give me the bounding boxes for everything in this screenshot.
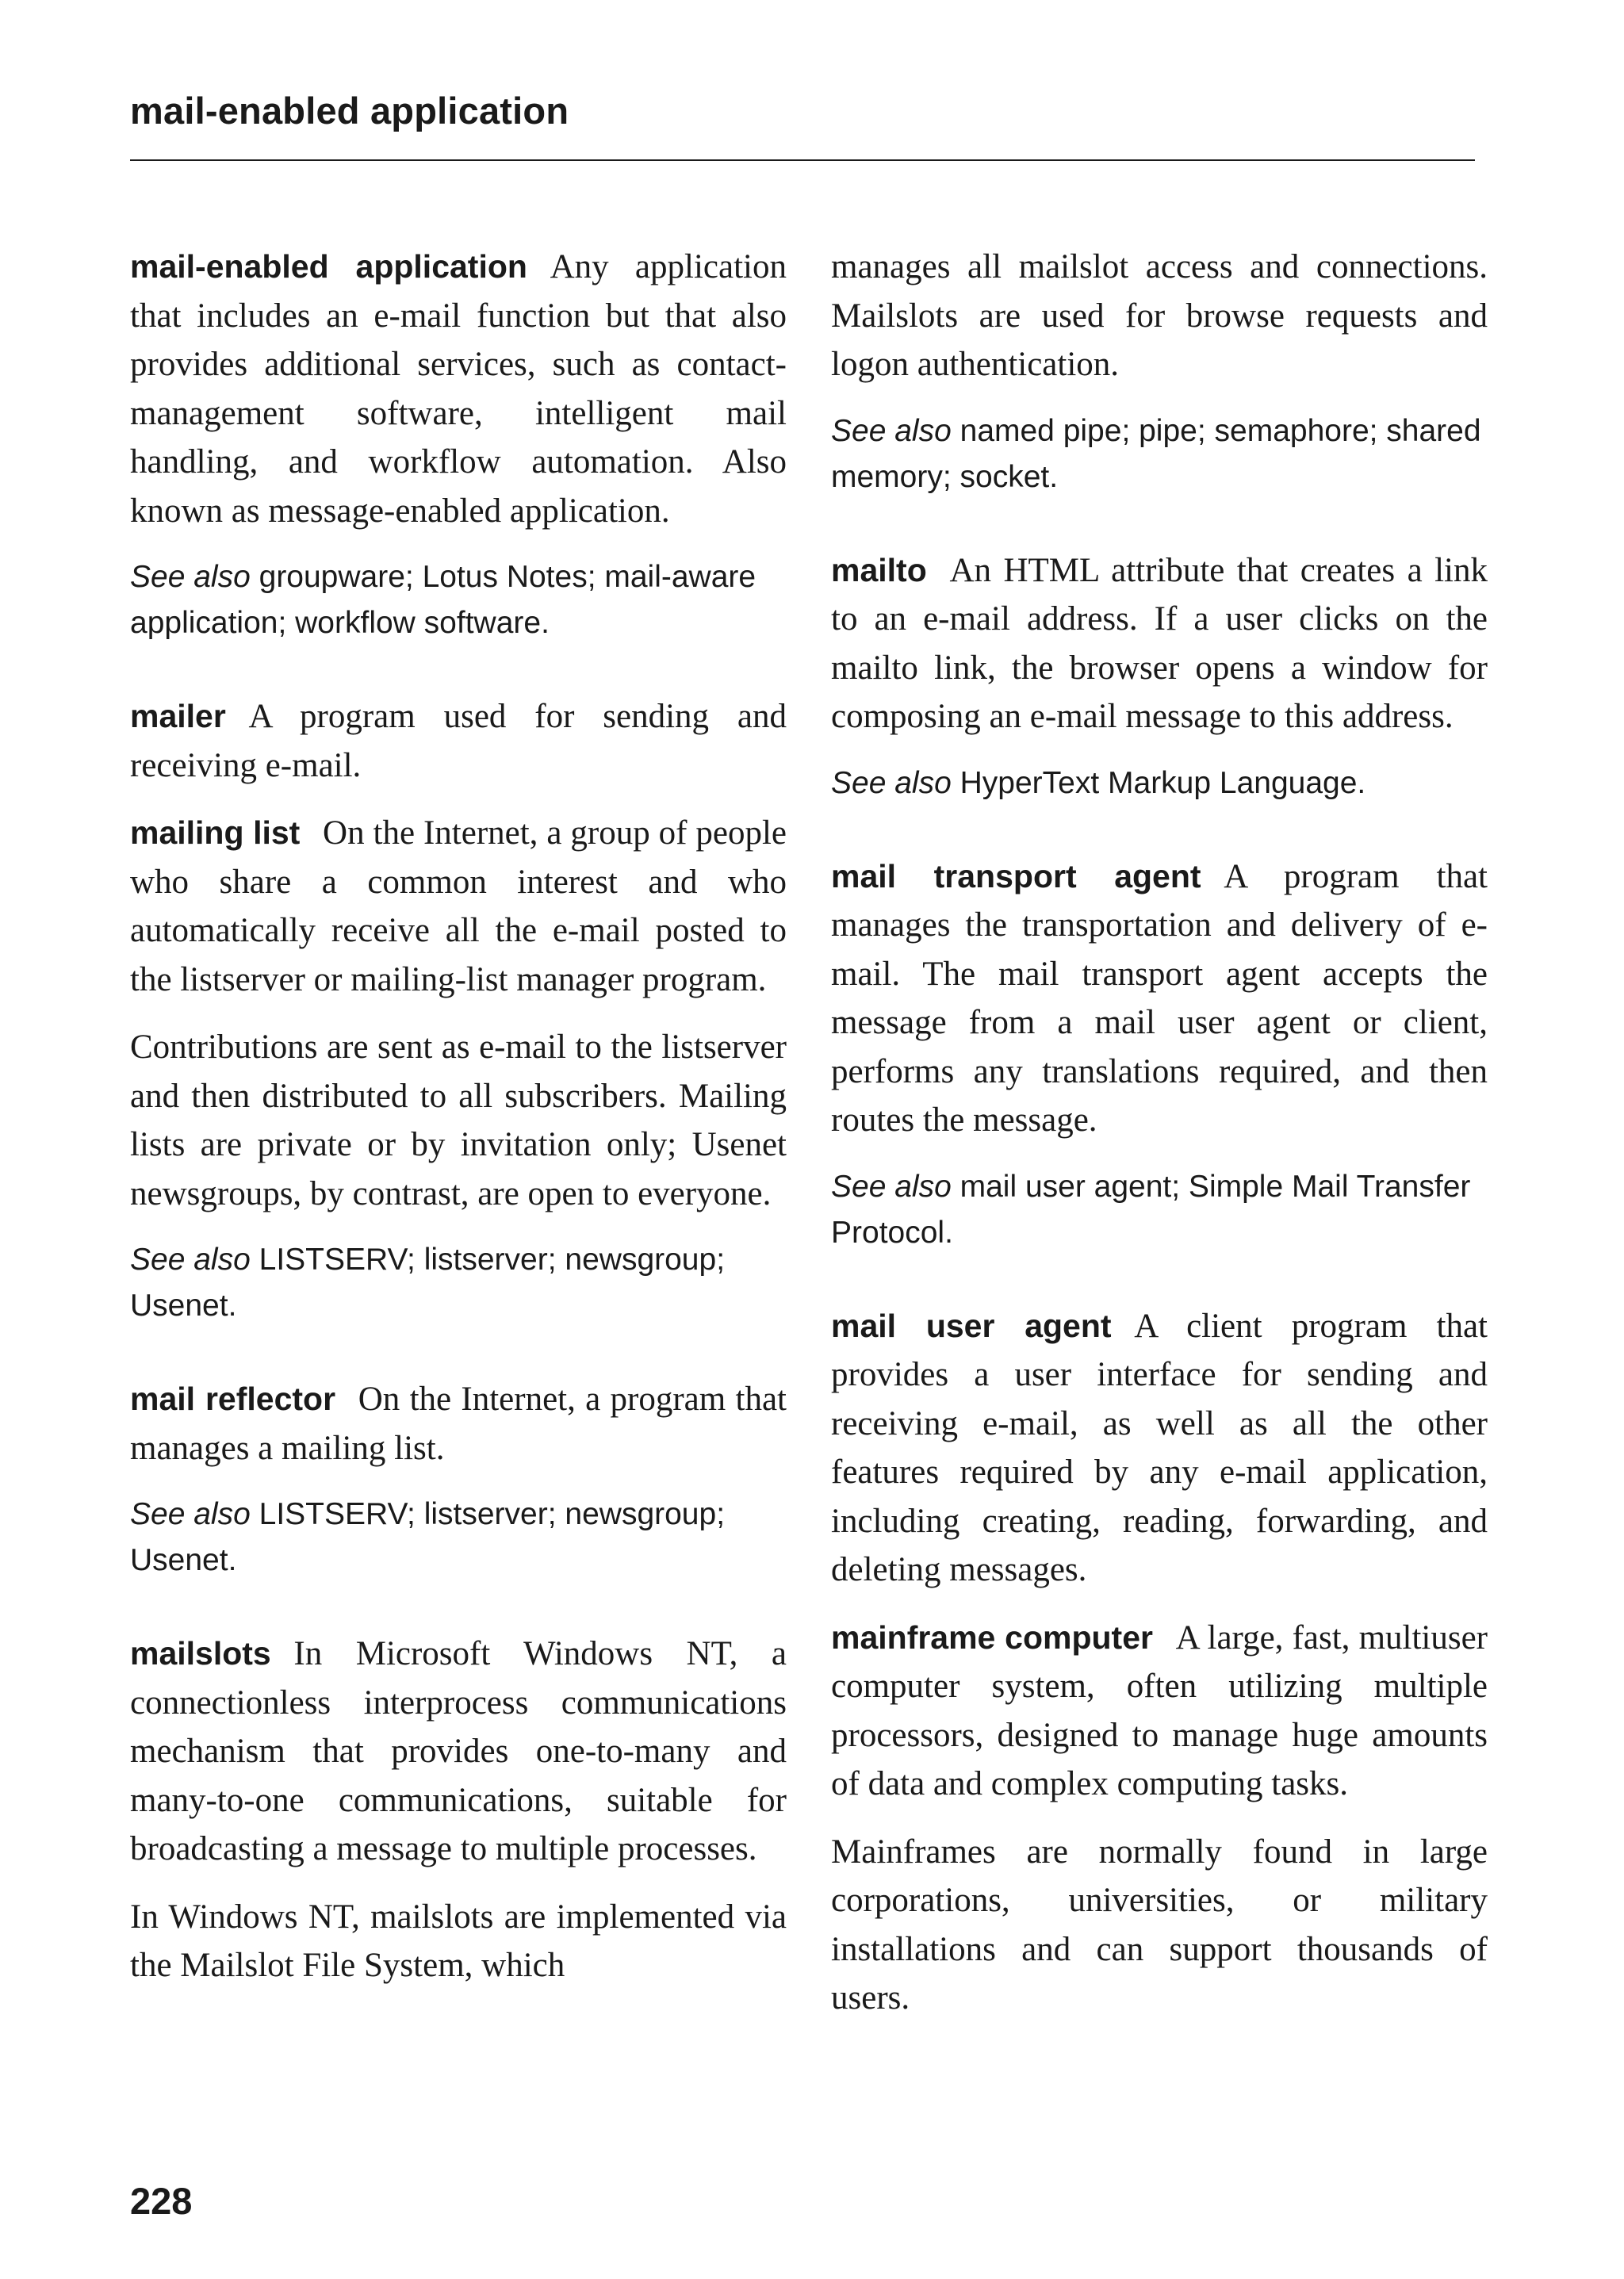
- see-also-refs: LISTSERV; listserver; newsgroup; Usenet.: [130, 1497, 726, 1577]
- entry-mail-user-agent: [831, 1302, 1488, 1595]
- entry-definition: On the Internet, a group of people who share a common interest and who automatically receive all the e-mail posted to the listserver or mailing-list manager program.: [130, 814, 787, 998]
- see-also: [831, 760, 1488, 806]
- entry-term: mailto: [831, 551, 927, 588]
- page-number: 228: [130, 2180, 193, 2222]
- continued-paragraph: manages all mailslot access and connections. Mailslots are used for browse requests and logon authentication.: [831, 248, 1488, 383]
- see-also-label: See also: [831, 413, 952, 448]
- entry-definition: A program that manages the transportation and delivery of e-mail. The mail transport agent accepts the message from a mail user agent or client, performs any translations required, and then routes the message.: [831, 857, 1488, 1139]
- entry-mailer: [130, 692, 787, 790]
- see-also-label: See also: [831, 1169, 952, 1204]
- see-also-refs: LISTSERV; listserver; newsgroup; Usenet.: [130, 1243, 726, 1323]
- see-also-label: See also: [831, 765, 952, 800]
- entry-mailto: [831, 546, 1488, 741]
- entry-definition: A large, fast, multiuser computer system, often utilizing multiple processors, designed to manage huge amounts of data and complex computing tasks.: [831, 1618, 1488, 1802]
- entry-term: mailing list: [130, 814, 301, 851]
- entry-mail-reflector: [130, 1375, 787, 1473]
- entry-term: mainframe computer: [831, 1618, 1153, 1656]
- entry-definition: Any application that includes an e-mail function but that also provides additional services, such as contact-management software, intelligent mail handling, and workflow automation. Also known as message-enabled application.: [130, 248, 787, 530]
- right-column: [831, 243, 1488, 2023]
- see-also: [831, 408, 1488, 500]
- entry-mail-enabled-application: [130, 243, 787, 535]
- entry-paragraph: Mainframes are normally found in large corporations, universities, or military installations and can support thousands of users.: [831, 1833, 1488, 2017]
- entry-term: mailer: [130, 698, 226, 734]
- entry-mailing-list: [130, 809, 787, 1004]
- entry-paragraph: In Windows NT, mailslots are implemented via the Mailslot File System, which: [130, 1898, 787, 1984]
- see-also: [130, 1237, 787, 1329]
- running-head: mail-enabled application: [130, 90, 569, 132]
- entry-definition: A program used for sending and receiving e-mail.: [130, 698, 787, 784]
- see-also: [130, 1492, 787, 1584]
- see-also-refs: groupware; Lotus Notes; mail-aware application; workflow software.: [130, 560, 756, 640]
- entry-term: mail reflector: [130, 1381, 336, 1417]
- see-also-refs: HyperText Markup Language.: [959, 765, 1366, 800]
- entry-definition: On the Internet, a program that manages a mailing list.: [130, 1381, 787, 1467]
- see-also-label: See also: [130, 560, 251, 594]
- left-column: [130, 243, 787, 1990]
- see-also: [831, 1164, 1488, 1256]
- header-rule: [130, 159, 1475, 161]
- entry-definition: In Microsoft Windows NT, a connectionless interprocess communications mechanism that provides one-to-many and many-to-one communications, suitable for broadcasting a message to multiple processes.: [130, 1635, 787, 1867]
- entry-mailslots: [130, 1630, 787, 1874]
- entry-term: mailslots: [130, 1635, 271, 1672]
- entry-term: mail user agent: [831, 1307, 1112, 1344]
- entry-paragraph: Contributions are sent as e-mail to the listserver and then distributed to all subscribers. Mailing lists are private or by invitation only; Usenet newsgroups, by contrast, are open to everyone.: [130, 1028, 787, 1212]
- entry-mainframe-computer: [831, 1614, 1488, 1809]
- entry-term: mail transport agent: [831, 857, 1201, 894]
- entry-definition: An HTML attribute that creates a link to an e-mail address. If a user clicks on the mailto link, the browser opens a window for composing an e-mail message to this address.: [831, 551, 1488, 735]
- see-also-label: See also: [130, 1243, 251, 1277]
- see-also-refs: mail user agent; Simple Mail Transfer Protocol.: [831, 1169, 1471, 1250]
- see-also-refs: named pipe; pipe; semaphore; shared memory; socket.: [831, 413, 1481, 494]
- entry-definition: A client program that provides a user interface for sending and receiving e-mail, as well as all the other features required by any e-mail application, including creating, reading, forwarding, and deleting messages.: [831, 1307, 1488, 1588]
- entry-term: mail-enabled application: [130, 248, 527, 285]
- entry-mail-transport-agent: [831, 852, 1488, 1145]
- see-also-label: See also: [130, 1497, 251, 1531]
- see-also: [130, 554, 787, 646]
